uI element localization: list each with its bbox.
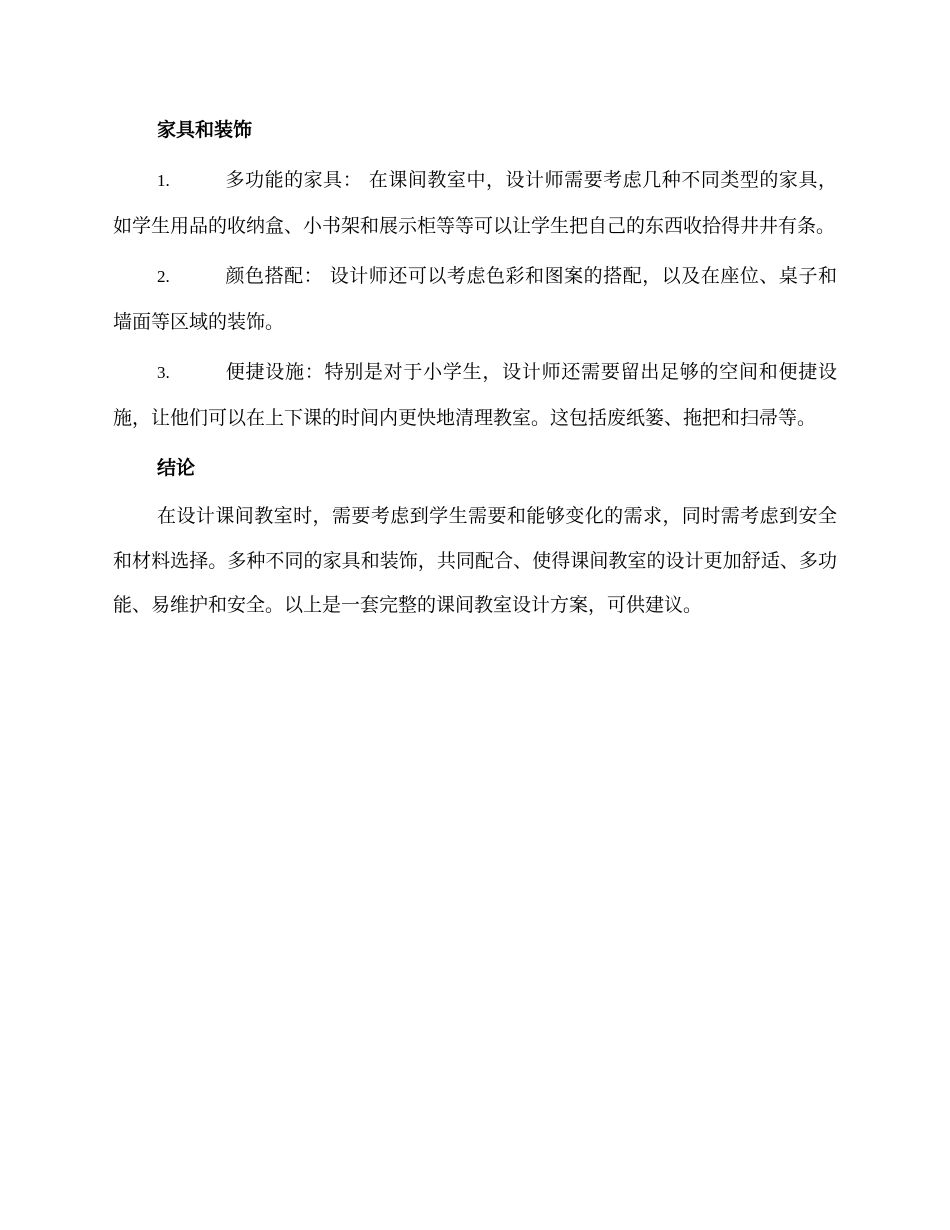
document-content (113, 108, 837, 634)
list-item (113, 254, 837, 344)
list-item-number: 3. (157, 363, 170, 382)
section-heading-conclusion: 结论 (157, 457, 196, 479)
list-item-text: 颜色搭配： 设计师还可以考虑色彩和图案的搭配，以及在座位、桌子和墙面等区域的装饰。 (113, 265, 837, 333)
list-item-text: 多功能的家具： 在课间教室中，设计师需要考虑几种不同类型的家具，如学生用品的收纳盒、小书架和展示柜等等可以让学生把自己的东西收拾得井井有条。 (113, 169, 837, 237)
section-heading-furniture: 家具和装饰 (157, 119, 253, 141)
list-item (113, 158, 837, 248)
list-item (113, 350, 837, 440)
conclusion-paragraph: 在设计课间教室时，需要考虑到学生需要和能够变化的需求，同时需考虑到安全和材料选择。多种不同的家具和装饰，共同配合、使得课间教室的设计更加舒适、多功能、易维护和安全。以上是一套完整的课间教室设计方案，可供建议。 (113, 505, 837, 616)
list-item-number: 2. (157, 267, 170, 286)
list-item-number: 1. (157, 171, 170, 190)
list-item-text: 便捷设施：特别是对于小学生，设计师还需要留出足够的空间和便捷设施，让他们可以在上下课的时间内更快地清理教室。这包括废纸篓、拖把和扫帚等。 (113, 361, 837, 429)
